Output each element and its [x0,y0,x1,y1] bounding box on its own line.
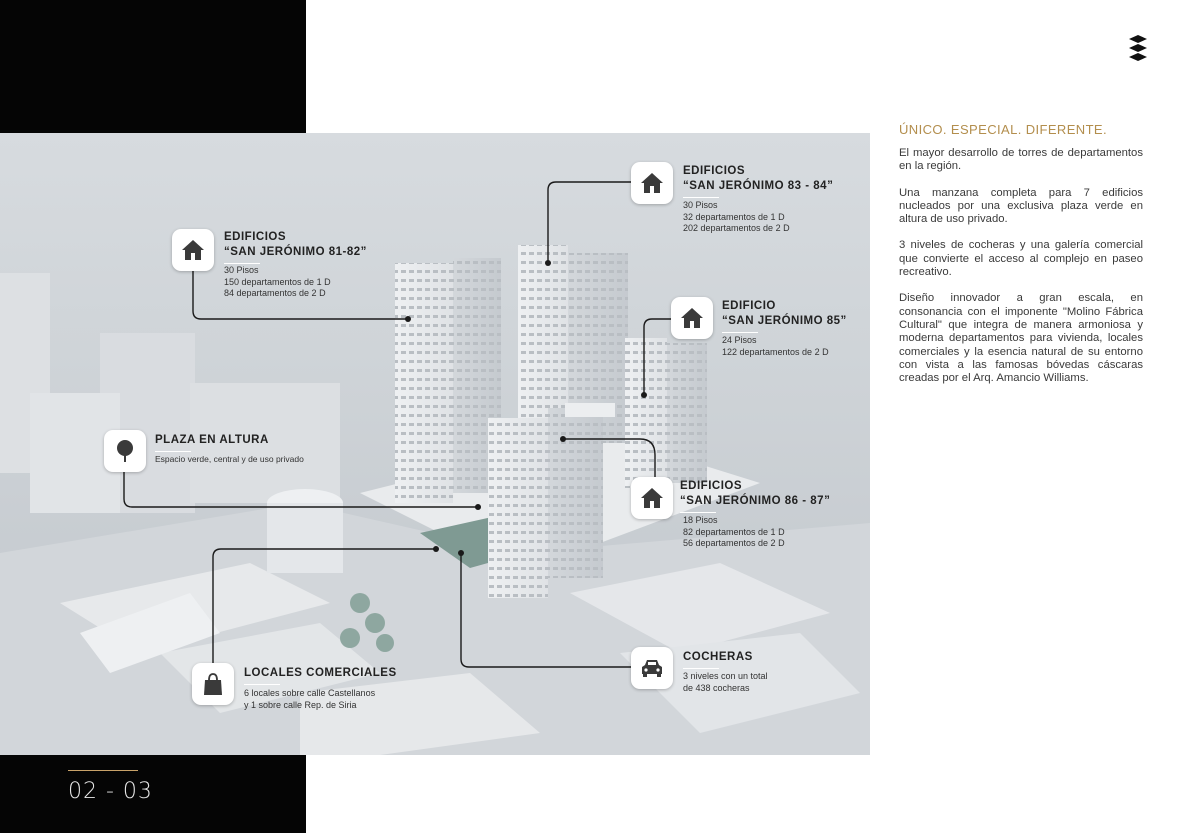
callout-b8687-detail: 82 departamentos de 1 D [683,526,785,537]
callout-locales-detail: 6 locales sobre calle Castellanos [244,688,376,698]
architectural-render [0,133,870,755]
callout-b8182-detail: 150 departamentos de 1 D [224,276,331,287]
callout-b8687-detail: 18 Pisos [683,515,718,525]
callout-b8182-title-line1: EDIFICIOS [224,231,287,243]
callout-b8182-title-line2: “SAN JERÓNIMO 81-82” [224,246,367,258]
callout-b8182-details [224,265,331,300]
page-number-rule [68,770,138,771]
callout-b8384-title-line2: “SAN JERÓNIMO 83 - 84” [683,180,834,192]
callout-cocheras-details [683,671,768,694]
callout-locales-title [244,666,397,685]
callout-b8687-title-line1: EDIFICIOS [680,480,743,492]
callout-b85-title-line1: EDIFICIO [722,300,776,312]
house-icon [181,238,205,262]
callout-cocheras-detail: 3 niveles con un total [683,671,768,681]
callout-b8384-detail: 32 departamentos de 1 D [683,211,785,222]
callout-cocheras-detail: de 438 cocheras [683,682,750,693]
callout-plaza-title [155,433,269,452]
car-icon [640,656,664,680]
callout-b8384-detail: 202 departamentos de 2 D [683,223,790,233]
description-paragraph: El mayor desarrollo de torres de departamentos en la región. [899,147,1143,173]
callout-b8687-detail: 56 departamentos de 2 D [683,538,785,548]
callout-b8687-details [683,515,785,550]
callout-b8384-details [683,200,790,235]
callout-b85-detail: 122 departamentos de 2 D [722,346,829,357]
black-header-band [0,0,306,133]
callout-locales-icon-box [192,663,234,705]
callout-b85-icon-box [671,297,713,339]
callout-cocheras-icon-box [631,647,673,689]
house-icon [640,486,664,510]
callout-cocheras-title [683,650,753,669]
callout-b8687-title [680,479,830,513]
callout-locales-title-line1: LOCALES COMERCIALES [244,667,397,679]
callout-b8182-title [224,230,367,264]
callout-plaza-icon-box [104,430,146,472]
shopping-bag-icon [201,672,225,696]
callout-b8687-icon-box [631,477,673,519]
callout-b8384-detail: 30 Pisos [683,200,718,210]
callout-b8182-detail: 30 Pisos [224,265,259,275]
callout-b8182-detail: 84 departamentos de 2 D [224,288,326,298]
callout-plaza-details [155,454,304,466]
callout-locales-detail: y 1 sobre calle Rep. de Siria [244,699,357,710]
description-paragraph: Diseño innovador a gran escala, en consonancia con el imponente "Molino Fábrica Cultural" que integra de manera armoniosa y moderna departamentos para vivienda, locales comerciales y la esencia natural de su entorno con vista a las famosas bóvedas cáscaras creadas por el Arq. Amancio Williams. [899,292,1143,385]
callout-b8182-icon-box [172,229,214,271]
callout-plaza-detail: Espacio verde, central y de uso privado [155,454,304,464]
house-icon [680,306,704,330]
callout-b85-details [722,335,829,358]
callout-b85-title [722,299,847,333]
page-number: 02 - 03 [68,779,153,804]
description-paragraph: Una manzana completa para 7 edificios nucleados por una exclusiva plaza verde en altura de uso privado. [899,186,1143,226]
description-column [899,122,1143,398]
callout-cocheras-title-line1: COCHERAS [683,651,753,663]
black-footer-band [0,755,306,833]
section-heading: ÚNICO. ESPECIAL. DIFERENTE. [899,122,1108,137]
callout-b85-title-line2: “SAN JERÓNIMO 85” [722,315,847,327]
callout-plaza-title-line1: PLAZA EN ALTURA [155,434,269,446]
callout-locales-details [244,688,375,711]
callout-b8384-title [683,164,833,198]
callout-b8384-title-line1: EDIFICIOS [683,165,746,177]
tree-icon [113,439,137,463]
description-paragraph: 3 niveles de cocheras y una galería comercial que convierte el acceso al complejo en paseo recreativo. [899,239,1143,279]
brand-logo-icon [1129,35,1147,61]
callout-b8687-title-line2: “SAN JERÓNIMO 86 - 87” [680,495,831,507]
callout-b8384-icon-box [631,162,673,204]
house-icon [640,171,664,195]
callout-b85-detail: 24 Pisos [722,335,757,345]
